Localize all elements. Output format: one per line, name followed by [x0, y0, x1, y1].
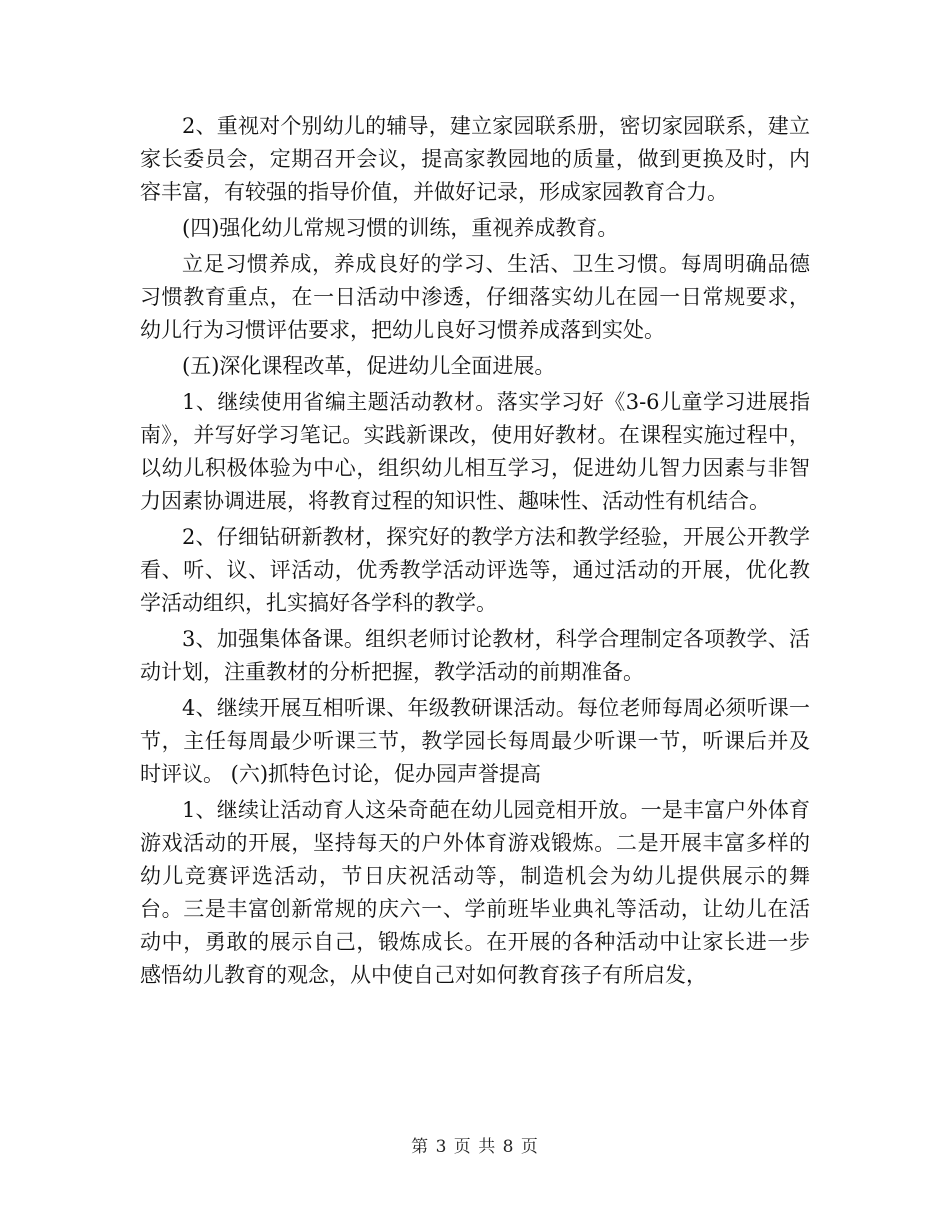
page-number-footer: 第 3 页 共 8 页: [411, 1137, 539, 1157]
paragraph-provincial-materials: 1、继续使用省编主题活动教材。落实学习好《3-6儿童学习进展指南》，并写好学习笔记。实践新课改，使用好教材。在课程实施过程中，以幼儿积极体验为中心，组织幼儿相互学习，促进幼儿智力因素与非智力因素协调进展，将教育过程的知识性、趣味性、活动性有机结合。: [140, 390, 810, 513]
document-body: [140, 110, 810, 995]
paragraph-habit-formation: 立足习惯养成，养成良好的学习、生活、卫生习惯。每周明确品德习惯教育重点，在一日活动中渗透，仔细落实幼儿在园一日常规要求，幼儿行为习惯评估要求，把幼儿良好习惯养成落到实处。: [140, 252, 810, 342]
paragraph-activity-education: 1、继续让活动育人这朵奇葩在幼儿园竞相开放。一是丰富户外体育游戏活动的开展，坚持每天的户外体育游戏锻炼。二是开展丰富多样的幼儿竞赛评选活动，节日庆祝活动等，制造机会为幼儿提供展示的舞台。三是丰富创新常规的庆六一、学前班毕业典礼等活动，让幼儿在活动中，勇敢的展示自己，锻炼成长。在开展的各种活动中让家长进一步感悟幼儿教育的观念，从中使自己对如何教育孩子有所启发，: [140, 798, 810, 987]
heading-curriculum-reform: (五)深化课程改革，促进幼儿全面进展。: [182, 354, 556, 378]
heading-routine-habits: (四)强化幼儿常规习惯的训练，重视养成教育。: [182, 216, 619, 240]
paragraph-collective-lesson-prep: 3、加强集体备课。组织老师讨论教材，科学合理制定各项教学、活动计划，注重教材的分析把握，教学活动的前期准备。: [140, 627, 810, 684]
paragraph-peer-observation: 4、继续开展互相听课、年级教研课活动。每位老师每周必须听课一节，主任每周最少听课三节，教学园长每周最少听课一节，听课后并及时评议。 (六)抓特色讨论，促办园声誉提高: [140, 696, 810, 786]
paragraph-home-school-contact: 2、重视对个别幼儿的辅导，建立家园联系册，密切家园联系，建立家长委员会，定期召开会议，提高家教园地的质量，做到更换及时，内容丰富，有较强的指导价值，并做好记录，形成家园教育合力。: [140, 114, 810, 204]
paragraph-study-new-materials: 2、仔细钻研新教材，探究好的教学方法和教学经验，开展公开教学看、听、议、评活动，优秀教学活动评选等，通过活动的开展，优化教学活动组织，扎实搞好各学科的教学。: [140, 525, 810, 615]
